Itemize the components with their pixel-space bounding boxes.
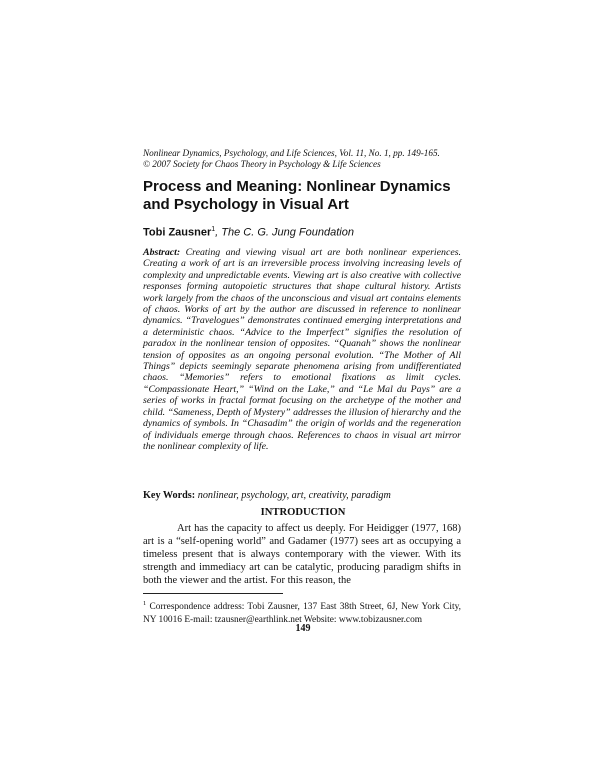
author-line: [143, 223, 463, 240]
section-heading: INTRODUCTION: [260, 507, 346, 518]
intro-paragraph: Art has the capacity to affect us deeply. For Heidigger (1977, 168) art is a “self-opening world” and Gadamer (1977) sees art as occupying a timeless present that is always contemporary with the viewer. With its strength and immediacy art can be catalytic, producing paradigm shifts in both the viewer and the artist. For this reason, the: [143, 523, 461, 586]
journal-header: [143, 148, 463, 169]
footnote: [143, 598, 461, 626]
journal-citation: Nonlinear Dynamics, Psychology, and Life Sciences, Vol. 11, No. 1, pp. 149-165.: [143, 148, 440, 158]
footnote-divider: [143, 593, 283, 594]
abstract-label: Abstract:: [143, 247, 181, 258]
journal-copyright: © 2007 Society for Chaos Theory in Psychology & Life Sciences: [143, 158, 381, 169]
abstract-text: Creating and viewing visual art are both nonlinear experiences. Creating a work of art is an irreversible process involving increasing levels of complexity and unpredictable events. Viewing art is also creative with collective responses forming autopoietic structures that shape cultural history. Artists work largely from the chaos of the unconscious and visual art contains elements of chaos. Works of art by the author are discussed in reference to nonlinear dynamics. “Travelogues” demonstrates continued emerging interpretations and a deterministic chaos. “Advice to the Imperfect” signifies the resolution of paradox in the nonlinear tension of opposites. “Quanah” shows the nonlinear tension of opposites as an ongoing personal evolution. “The Mother of All Things” depicts seemingly separate phenomena arising from undifferentiated chaos. “Memories” refers to emotional fixations as limit cycles. “Compassionate Heart,” “Wind on the Lake,” and “Le Mal du Pays” are a series of works in fractal format focusing on the archetype of the mother and child. “Sameness, Depth of Mystery” addresses the illusion of hierarchy and the dynamics of symbols. In “Chasadim” the origin of worlds and the regeneration of individuals emerge through chaos. References to chaos in visual art mirror the nonlinear complexity of life.: [143, 247, 461, 452]
author-affiliation: , The C. G. Jung Foundation: [215, 226, 354, 239]
keywords-list: nonlinear, psychology, art, creativity, paradigm: [197, 490, 391, 501]
author-name: Tobi Zausner: [143, 226, 212, 239]
keywords-label: Key Words:: [143, 490, 196, 501]
author-footnote-marker: 1: [211, 226, 216, 233]
page-number: 149: [295, 623, 311, 634]
keywords: [143, 489, 463, 502]
abstract: [143, 247, 461, 452]
footnote-marker: 1: [143, 600, 147, 607]
paper-title: Process and Meaning: Nonlinear Dynamics and Psychology in Visual Art: [143, 178, 451, 213]
footnote-text: Correspondence address: Tobi Zausner, 137 East 38th Street, 6J, New York City, NY 10016 E-mail: tzausner@earthlink.net Website: www.tobizausner.com: [143, 602, 461, 625]
